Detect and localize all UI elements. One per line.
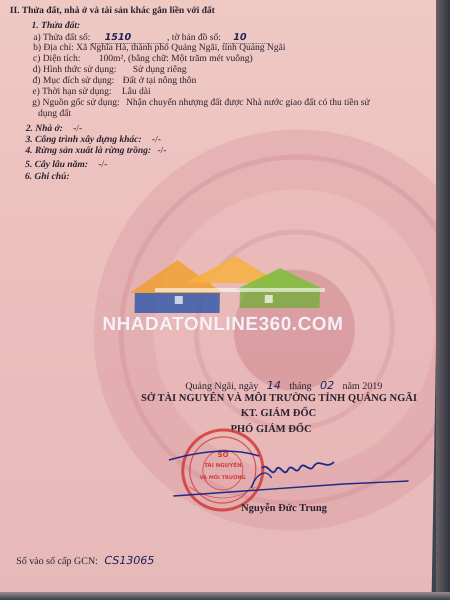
usage-origin-value-cont: dụng đất [37, 109, 72, 119]
on-behalf-title: KT. GIÁM ĐỐC [240, 408, 317, 419]
parcel-number-label: a) Thửa đất số: [33, 33, 91, 43]
notes-label: 6. Ghi chú: [24, 172, 70, 182]
svg-text:TÀI NGUYÊN: TÀI NGUYÊN [204, 463, 242, 469]
usage-term-row [32, 87, 150, 98]
map-sheet-value: 10 [223, 32, 269, 44]
usage-form-label: d) Hình thức sử dụng: [32, 65, 117, 75]
signing-year: năm 2019 [342, 381, 383, 392]
forest-label: 4. Rừng sản xuất là rừng trồng: [25, 146, 152, 156]
signing-place-label: Quảng Ngãi, ngày [185, 381, 259, 392]
register-value: CS13065 [104, 554, 155, 567]
position-title: PHÓ GIÁM ĐỐC [230, 424, 312, 435]
house-row [26, 124, 83, 135]
signing-day: 14 [266, 379, 281, 392]
usage-origin-row [32, 98, 370, 109]
address-row: b) Địa chỉ: Xã Nghĩa Hà, thành phố Quảng Ngãi, tỉnh Quảng Ngãi [33, 43, 286, 53]
parcel-number-value: 1510 [93, 32, 165, 44]
perennial-row [25, 160, 107, 171]
usage-term-label: e) Thời hạn sử dụng: [32, 87, 112, 97]
perennial-value: -/- [98, 160, 108, 170]
table-background-bottom [0, 592, 450, 600]
usage-origin-value: Nhận chuyển nhượng đất được Nhà nước giao đất có thu tiền sử [125, 98, 370, 108]
register-label: Số vào sổ cấp GCN: [16, 556, 98, 567]
usage-origin-label: g) Nguồn gốc sử dụng: [32, 98, 120, 108]
construction-label: 3. Công trình xây dựng khác: [25, 135, 142, 145]
house-label: 2. Nhà ở: [25, 124, 63, 134]
house-value: -/- [73, 124, 83, 134]
usage-term-value: Lâu dài [121, 87, 151, 97]
watermark-text: NHADATONLINE360.COM [102, 314, 344, 335]
usage-purpose-value: Đất ở tại nông thôn [122, 76, 197, 86]
area-label: c) Diện tích: [32, 54, 81, 64]
construction-row [25, 135, 161, 146]
signature [163, 448, 414, 508]
svg-text:VÀ MÔI TRƯỜNG: VÀ MÔI TRƯỜNG [199, 475, 246, 481]
map-sheet-label: , tờ bản đồ số: [166, 33, 221, 43]
house-roofs-logo [114, 248, 330, 318]
usage-purpose-row [32, 76, 196, 87]
table-background-right [436, 0, 450, 600]
area-value: 100m², (bằng chữ: Một trăm mét vuông) [98, 54, 253, 64]
signer-name: Nguyễn Đức Trung [241, 503, 328, 514]
usage-form-row [33, 65, 187, 76]
construction-value: -/- [151, 135, 162, 145]
usage-form-value: Sử dụng riêng [132, 65, 187, 75]
land-heading: 1. Thửa đất: [31, 21, 81, 31]
area-row [33, 54, 253, 65]
signing-date-row [185, 380, 382, 392]
signing-month: 02 [319, 379, 335, 392]
usage-purpose-label: đ) Mục đích sử dụng: [32, 76, 115, 86]
forest-row [25, 146, 166, 157]
signing-month-label: tháng [289, 381, 312, 392]
forest-value: -/- [157, 146, 167, 156]
agency-name: SỞ TÀI NGUYÊN VÀ MÔI TRƯỜNG TỈNH QUẢNG NGÃI [140, 393, 418, 404]
register-row [16, 555, 154, 567]
perennial-label: 5. Cây lâu năm: [25, 160, 89, 170]
section-title: II. Thửa đất, nhà ở và tài sản khác gắn liền với đất [9, 6, 215, 16]
svg-text:SỞ: SỞ [217, 451, 229, 459]
